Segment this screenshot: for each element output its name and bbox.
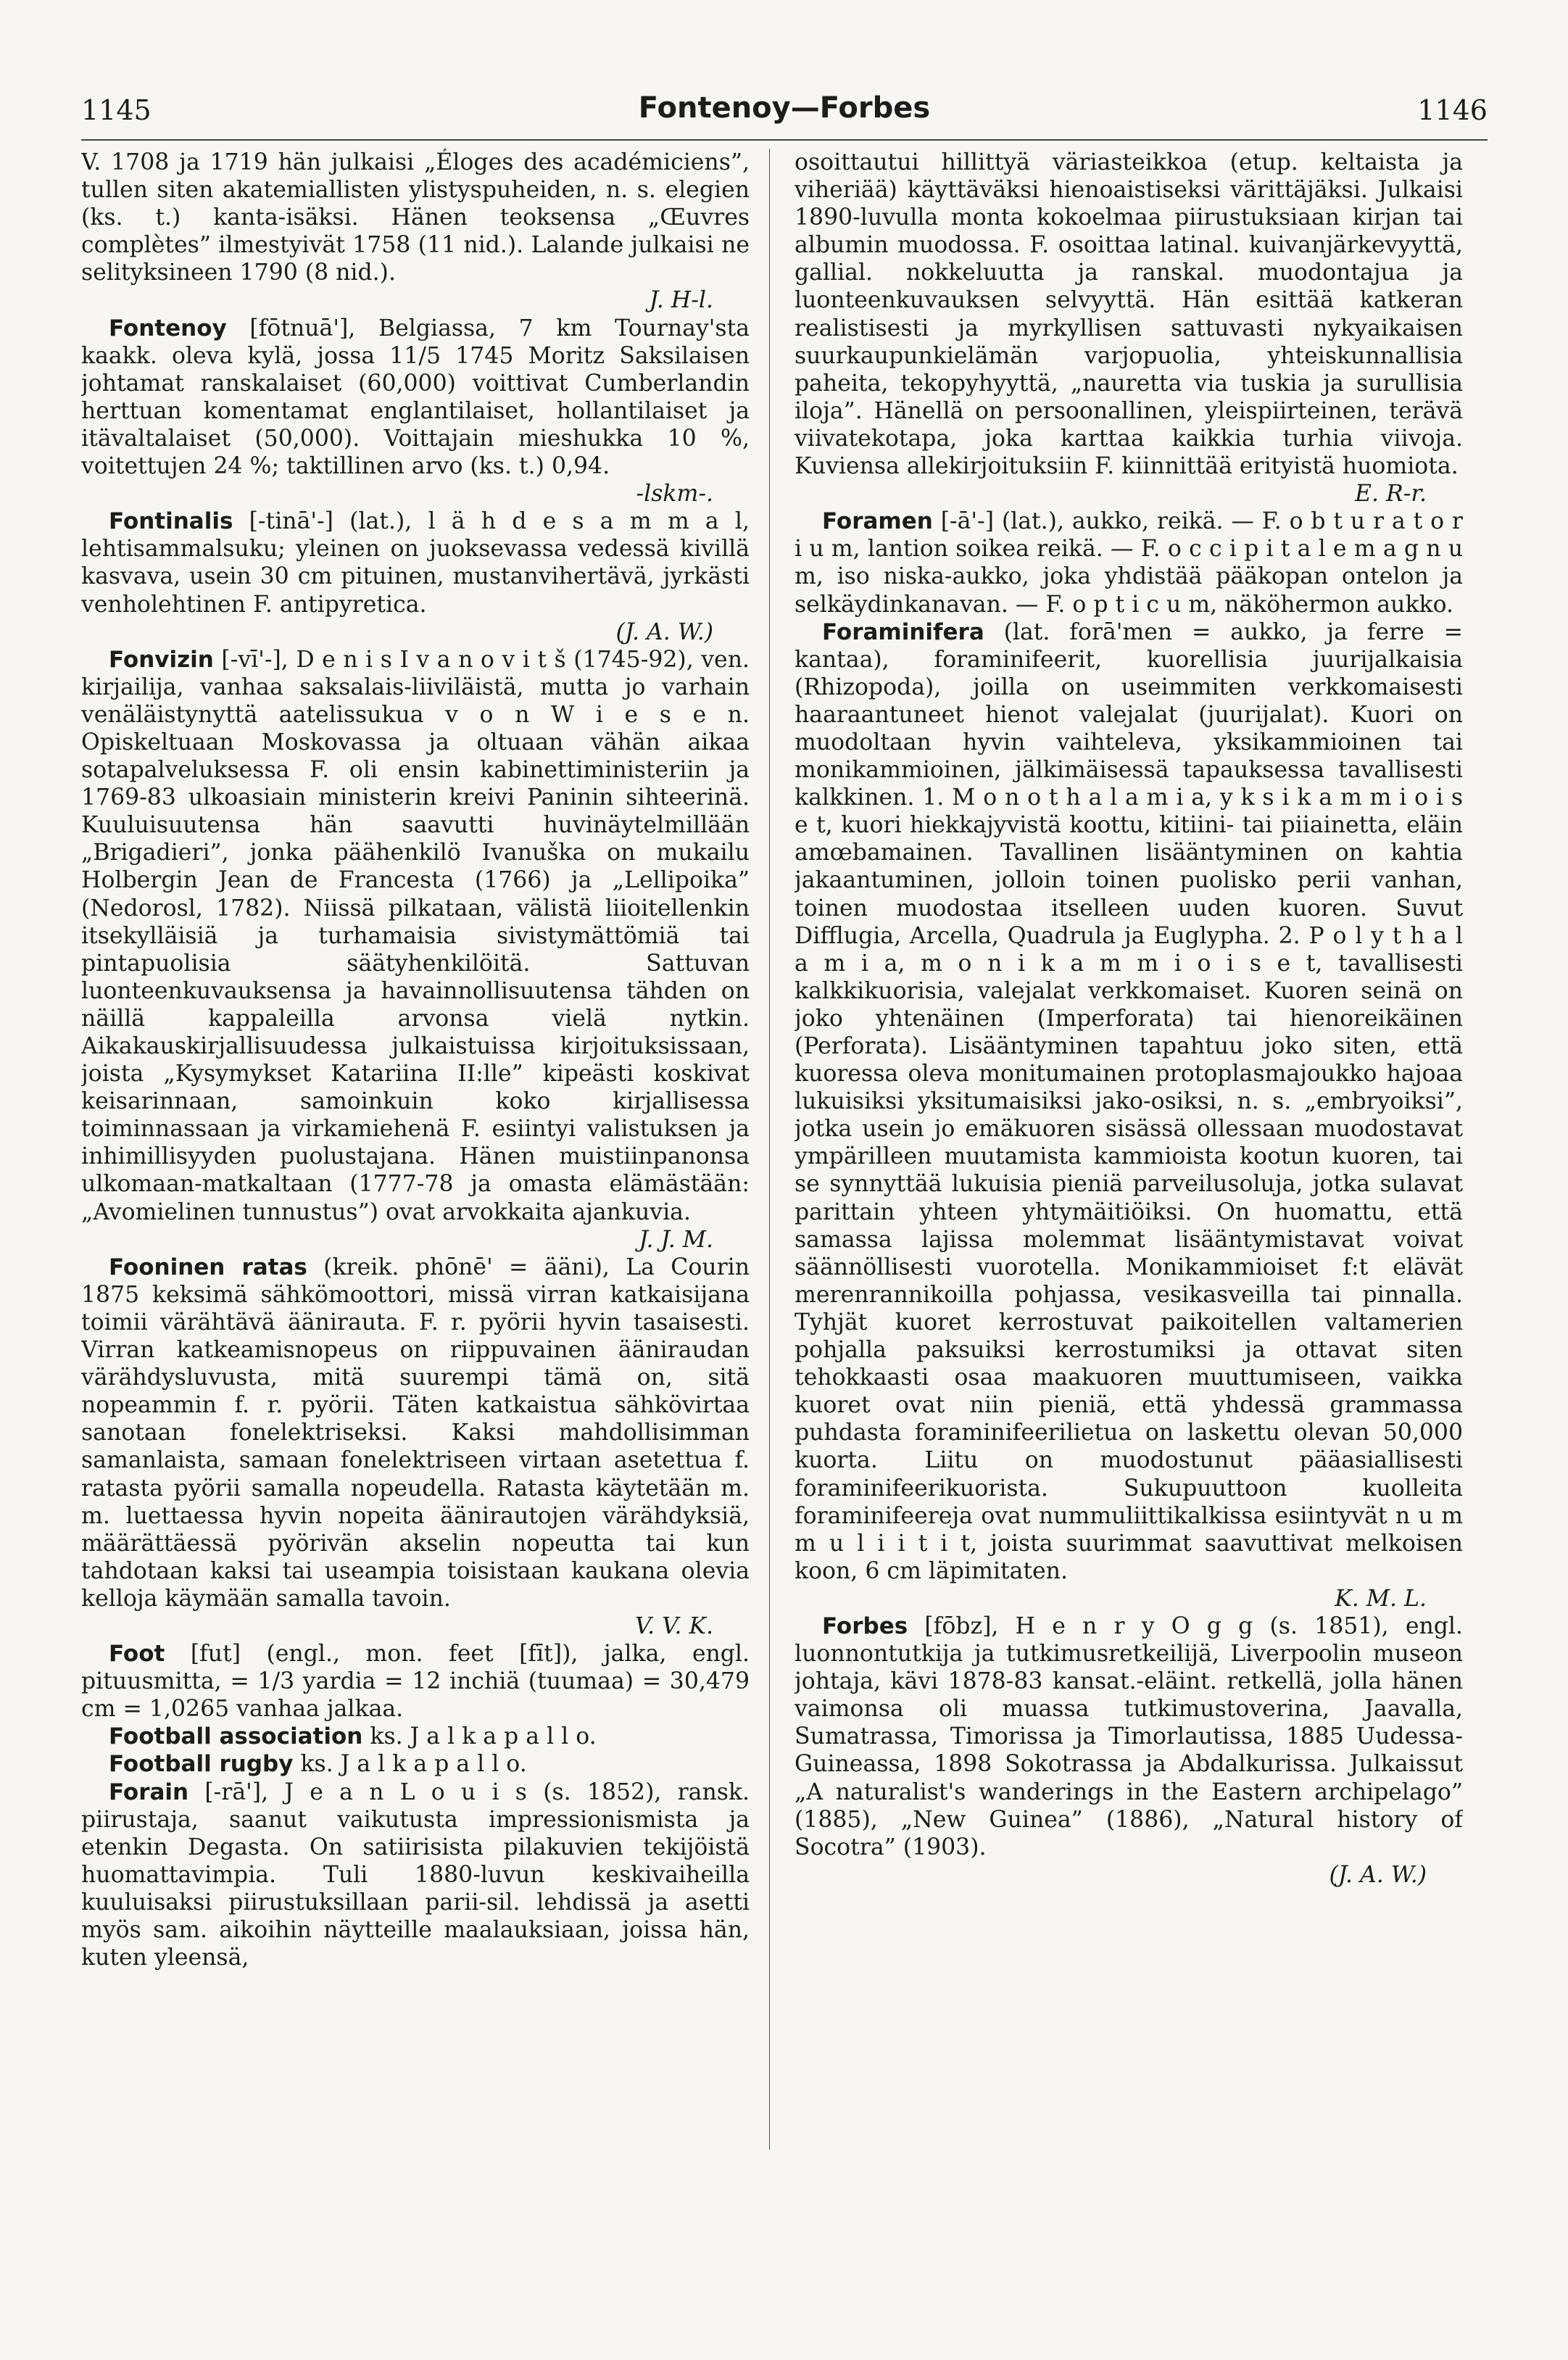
dictionary-entry	[795, 149, 1463, 508]
entry-headword: Fooninen ratas	[109, 1254, 307, 1280]
entry-signature: (J. A. W.)	[1329, 1861, 1427, 1888]
page-number-left: 1145	[81, 94, 152, 126]
page-number-right: 1146	[1417, 94, 1488, 126]
entry-headword: Fontinalis	[109, 508, 233, 535]
dictionary-entry	[795, 508, 1463, 618]
dictionary-entry	[795, 618, 1463, 1612]
dictionary-entry	[81, 315, 750, 508]
right-column	[795, 149, 1463, 2295]
entry-headword: Fonvizin	[109, 646, 214, 673]
entry-text: [fōbz], H e n r y O g g (s. 1851), engl. luonnontutkija ja tutkimusretkeilijä, Liverpoolin museon johtaja, kävi 1878-83 kansat.-eläint. retkellä, jolla hänen vaimonsa oli muassa tutkimustoverina, Jaavalla, Sumatrassa, Timorissa ja Timorlautissa, 1885 Uudessa-Guineassa, 1898 Sokotrassa ja Abdalkurissa. Julkaissut „A naturalist's wanderings in the Eastern archipelago” (1885), „New Guinea” (1886), „Natural history of Socotra” (1903).	[795, 1612, 1463, 1860]
entry-headword: Forbes	[822, 1612, 908, 1639]
entry-text: V. 1708 ja 1719 hän julkaisi „Éloges des académiciens”, tullen siten akatemiallisten ylistyspuheiden, n. s. elegien (ks. t.) kanta-isäksi. Hänen teoksensa „Œuvres complètes” ilmestyivät 1758 (11 nid.). Lalande julkaisi ne selityksineen 1790 (8 nid.).	[81, 149, 750, 286]
entry-signature: (J. A. W.)	[615, 618, 713, 645]
entry-text: ks. J a l k a p a l l o.	[300, 1751, 527, 1778]
column-divider	[769, 149, 770, 2150]
entry-headword: Foot	[109, 1641, 165, 1668]
entry-headword: Football association	[109, 1723, 363, 1750]
entry-text: [fōtnuā'], Belgiassa, 7 km Tournay'sta kaakk. oleva kylä, jossa 11/5 1745 Moritz Saksilaisen johtamat ranskalaiset (60,000) voittivat Cumberlandin herttuan komentamat englantilaiset, hollantilaiset ja itävaltalaiset (50,000). Voittajain mieshukka 10 %, voitettujen 24 %; taktillinen arvo (ks. t.) 0,94.	[81, 315, 750, 480]
entry-headword: Forain	[109, 1779, 189, 1805]
dictionary-entry	[81, 1779, 750, 1972]
left-column	[81, 149, 750, 2295]
entry-text: [fut] (engl., mon. feet [fīt]), jalka, engl. pituusmitta, = 1/3 yardia = 12 inchiä (tuumaa) = 30,479 cm = 1,0265 vanhaa jalkaa.	[81, 1641, 750, 1723]
entry-signature: E. R-r.	[1355, 481, 1427, 508]
entry-headword: Fontenoy	[109, 315, 227, 341]
entry-text: osoittautui hillittyä väriasteikkoa (etup. keltaista ja viheriää) käyttäväksi hienoaistiseksi värittäjäksi. Julkaisi 1890-luvulla monta kokoelmaa piirustuksiaan kirjan tai albumin muodossa. F. osoittaa latinal. kuivanjärkevyyttä, gallial. nokkeluutta ja ranskal. muodontajua ja luonteenkuvauksen selvyyttä. Hän esittää katkeran realistisesti ja myrkyllisen sattuvasti nykyaikaisen suurkaupunkielämän varjopuolia, yhteiskunnallisia paheita, tekopyhyyttä, „nauretta via tuskia ja surullisia iloja”. Hänellä on persoonallinen, yleispiirteinen, terävä viivatekotapa, joka karttaa kaikkia turhia viivoja. Kuviensa allekirjoituksiin F. kiinnittää erityistä huomiota.	[795, 149, 1463, 480]
dictionary-entry	[81, 508, 750, 645]
entry-signature: J. J. M.	[639, 1226, 713, 1253]
entry-text: [-rā'], J e a n L o u i s (s. 1852), ransk. piirustaja, saanut vaikutusta impressionismista ja etenkin Degasta. On satiirisista pilakuvien tekijöistä huomattavimpia. Tuli 1880-luvun keskivaiheilla kuuluisaksi piirustuksillaan parii-sil. lehdissä ja asetti myös sam. aikoihin näytteille maalauksiaan, joissa hän, kuten yleensä,	[81, 1779, 750, 1971]
entry-text: [-vī'-], D e n i s I v a n o v i t š (1745-92), ven. kirjailija, vanhaa saksalais-liiviläistä, mutta jo varhain venäläistynyttä aatelissukua v o n W i e s e n. Opiskeltuaan Moskovassa ja oltuaan vähän aikaa sotapalveluksessa F. oli ensin kabinettiministeriin ja 1769-83 ulkoasiain ministerin kreivi Paninin sihteerinä. Kuuluisuutensa hän saavutti huvinäytelmillään „Brigadieri”, jonka päähenkilö Ivanuška on mukailu Holbergin Jean de Francesta (1766) ja „Lellipoika” (Nedorosl, 1782). Niissä pilkataan, välistä liioitellenkin itsekylläisiä ja turhamaisia sivistymättömiä tai pintapuolisia säätyhenkilöitä. Sattuvan luonteenkuvauksensa ja havainnollisuutensa tähden on näillä kappaleilla arvonsa vielä nytkin. Aikakauskirjallisuudessa julkaistuissa kirjoituksissaan, joista „Kysymykset Katariina II:lle” kipeästi koskivat keisarinnaan, samoinkuin koko kirjallisessa toiminnassaan ja virkamiehenä F. esiintyi valistuksen ja inhimillisyyden puolustajana. Hänen muistiinpanonsa ulkomaan-matkaltaan (1777-78 ja omasta elämästään: „Avomielinen tunnustus”) ovat arvokkaita ajankuvia.	[81, 646, 750, 1225]
dictionary-entry	[81, 149, 750, 315]
dictionary-entry	[81, 646, 750, 1254]
entry-text: (kreik. phōnē' = ääni), La Courin 1875 keksimä sähkömoottori, missä virran katkaisijana toimii värähtävä äänirauta. F. r. pyörii hyvin tasaisesti. Virran katkeamisnopeus on riippuvainen ääniraudan värähdysluvusta, mitä suurempi tämä on, sitä nopeammin f. r. pyörii. Täten katkaistua sähkövirtaa sanotaan fonelektriseksi. Kaksi mahdollisimman samanlaista, samaan fonelektriseen virtaan asetettua f. ratasta pyörii samalla nopeudella. Ratasta käytetään m. m. luettaessa hyvin nopeita äänirautojen värähdyksiä, määrättäessä pyörivän akselin nopeutta tai kun tahdotaan kaksi tai useampia toisistaan kaukana olevia kelloja käymään samalla tavoin.	[81, 1254, 750, 1612]
dictionary-entry	[81, 1723, 750, 1750]
entry-signature: J. H-l.	[649, 287, 713, 314]
header-rule	[81, 139, 1488, 141]
entry-signature: V. V. K.	[634, 1612, 713, 1639]
entry-signature: -lskm-.	[636, 481, 713, 508]
entry-headword: Foramen	[822, 508, 933, 535]
entry-headword: Football rugby	[109, 1751, 294, 1778]
entry-text: (lat. forā'men = aukko, ja ferre = kantaa), foraminifeerit, kuorellisia juurijalkaisia (Rhizopoda), joilla on useimmiten verkkomaisesti haaraantuneet hienot valejalat (juurijalat). Kuori on muodoltaan hyvin vaihteleva, yksikammioinen tai monikammioinen, jälkimäisessä tapauksessa tavallisesti kalkkinen. 1. M o n o t h a l a m i a, y k s i k a m m i o i s e t, kuori hiekkajyvistä koottu, kitiini- tai piiainetta, eläin amœbamainen. Tavallinen lisääntyminen on kahtia jakaantuminen, jolloin toinen puolisko perii vanhan, toinen muodostaa itselleen uuden kuoren. Suvut Difflugia, Arcella, Quadrula ja Euglypha. 2. P o l y t h a l a m i a, m o n i k a m m i o i s e t, tavallisesti kalkkikuorisia, valejalat verkkomaiset. Kuoren seinä on joko yhtenäinen (Imperforata) tai hienoreikäinen (Perforata). Lisääntyminen tapahtuu joko siten, että kuoressa oleva monitumainen protoplasmajoukko hajoaa lukuisiksi yksitumaisiksi jako-osiksi, n. s. „embryoiksi”, jotka usein jo emäkuoren sisässä ollessaan muodostavat ympärilleen muutamista kammioista kootun kuoren, tai se synnyttää lukuisia pieniä parveilusoluja, jotka sulavat parittain yhteen yhtymäitiöiksi. On huomattu, että samassa lajissa molemmat lisääntymistavat voivat säännöllisesti vuorotella. Monikammioiset f:t elävät merenrannikoilla pohjassa, vesikasveilla tai pinnalla. Tyhjät kuoret kerrostuvat paikoitellen valtamerien pohjalla paksuiksi kerrostumiksi ja ottavat siten tehokkaasti osaa maakuoren muuttumiseen, vaikka kuoret ovat niin pieniä, että yhdessä grammassa puhdasta foraminifeerilietua on laskettu olevan 50,000 kuorta. Liitu on muodostunut pääasiallisesti foraminifeerikuorista. Sukupuuttoon kuolleita foraminifeereja ovat nummuliittikalkissa esiintyvät n u m m u l i i t i t, joista suurimmat saavuttivat melkoisen koon, 6 cm läpimitaten.	[795, 618, 1463, 1584]
entry-signature: K. M. L.	[1335, 1585, 1427, 1612]
entry-text: ks. J a l k a p a l l o.	[370, 1723, 597, 1750]
dictionary-entry	[81, 1254, 750, 1640]
dictionary-entry	[81, 1750, 750, 1778]
entry-text: [-ā'-] (lat.), aukko, reikä. — F. o b t u r a t o r i u m, lantion soikea reikä. — F. o c c i p i t a l e m a g n u m, iso niska-aukko, joka yhdistää pääkopan ontelon ja selkäydinkanavan. — F. o p t i c u m, näköhermon aukko.	[795, 508, 1463, 618]
dictionary-entry	[81, 1640, 750, 1723]
entry-text: [-tinā'-] (lat.), l ä h d e s a m m a l, lehtisammalsuku; yleinen on juoksevassa vedessä kivillä kasvava, usein 30 cm pituinen, mustanvihertävä, jyrkästi venholehtinen F. antipyretica.	[81, 508, 750, 618]
dictionary-entry	[795, 1612, 1463, 1889]
page-header	[81, 91, 1488, 138]
running-title: Fontenoy—Forbes	[638, 91, 931, 125]
entry-headword: Foraminifera	[822, 618, 984, 645]
